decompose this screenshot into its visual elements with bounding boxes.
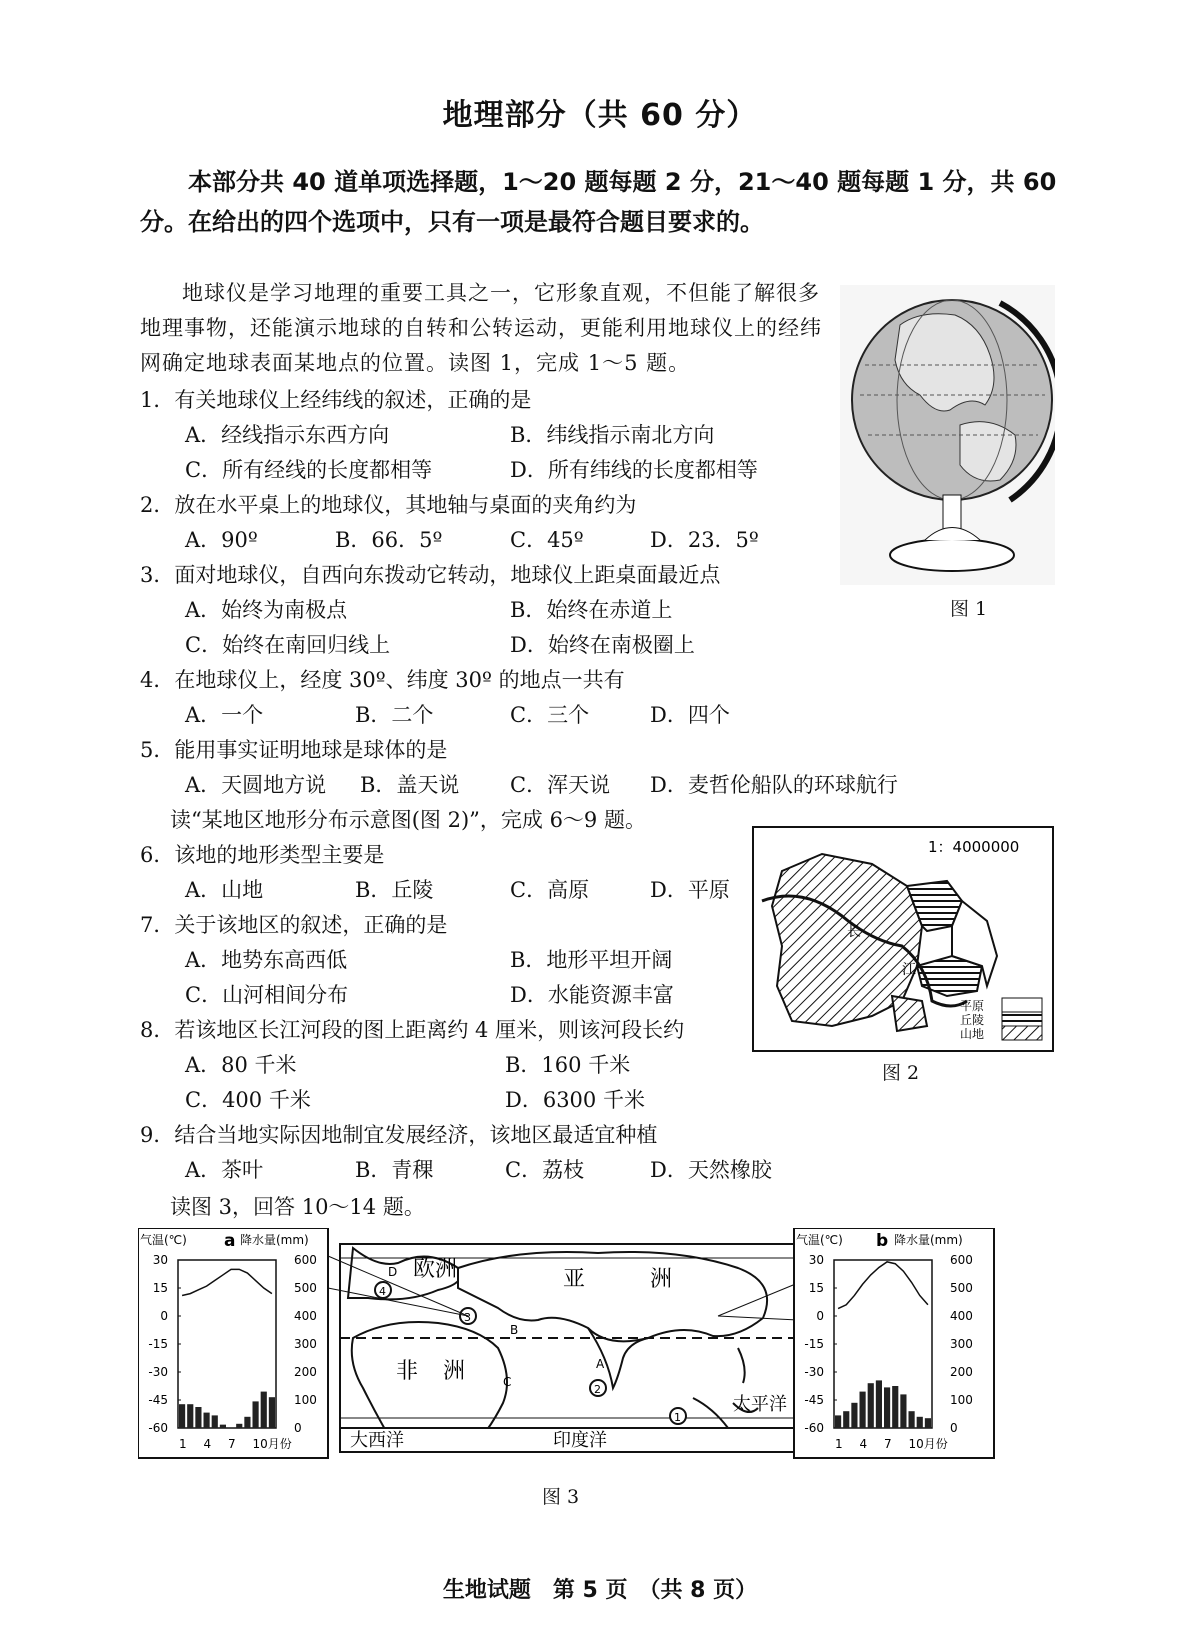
label-asia-1: 亚 [563,1267,586,1292]
chart-b-temp-axis-label: 气温(℃) [796,1233,843,1247]
q4-stem: 4．在地球仪上，经度 30º、纬度 30º 的地点一共有 [140,668,625,692]
q2-stem: 2．放在水平桌上的地球仪，其地轴与桌面的夹角约为 [140,493,637,517]
chart-a-precip-bar [228,1427,234,1428]
chart-b-temp-tick: 30 [808,1253,824,1267]
marker-2: 2 [594,1383,601,1396]
chart-a-precip-bar [269,1397,275,1428]
label-pacific: 太平洋 [733,1394,787,1415]
q3-option-b: B．始终在赤道上 [510,598,673,622]
map-scale: 1：4000000 [928,838,1020,856]
chart-b-temp-tick: -60 [804,1421,824,1435]
q8-stem: 8．若该地区长江河段的图上距离约 4 厘米，则该河段长约 [140,1018,685,1042]
q9-option-d: D．天然橡胶 [650,1158,772,1182]
legend-hill-swatch [1002,1012,1042,1026]
chart-b-precip-tick: 600 [950,1253,973,1267]
q7-option-d: D．水能资源丰富 [510,983,674,1007]
q6-stem: 6．该地的地形类型主要是 [140,843,385,867]
q5-option-c: C．浑天说 [510,773,611,797]
q6-option-c: C．高原 [510,878,590,902]
chart-a-precip-bar [204,1413,210,1428]
marker-4: 4 [379,1285,386,1298]
chart-b-precip-bar [892,1386,898,1428]
chart-a-x-tick: 4 [203,1437,212,1451]
chart-b-precip-bar [900,1394,906,1428]
q9-stem: 9．结合当地实际因地制宜发展经济，该地区最适宜种植 [140,1123,658,1147]
chart-a-x-tick: 1 [179,1437,187,1451]
chart-a-precip-tick: 0 [294,1421,302,1435]
chart-a-precip-bar [253,1401,259,1428]
chart-a-precip-bar [244,1417,250,1428]
q8-option-a: A．80 千米 [185,1053,297,1077]
legend-plain-swatch [1002,998,1042,1012]
legend-hill: 丘陵 [960,1013,985,1027]
chart-b-precip-tick: 200 [950,1365,973,1379]
chart-b-precip-bar [851,1403,857,1428]
globe-figure [840,285,1055,585]
q9-option-a: A．茶叶 [185,1158,264,1182]
q4-option-a: A．一个 [185,703,264,727]
chart-b-temp-tick: -30 [804,1365,824,1379]
page-title: 地理部分（共 60 分） [442,98,758,133]
chart-a-precip-tick: 100 [294,1393,317,1407]
chart-b-temp-tick: -45 [804,1393,824,1407]
world-map-figure [138,1228,1198,1468]
chart-a-precip-bar [212,1415,218,1428]
climate-chart-b [794,1228,994,1458]
chart-b-precip-bar [843,1411,849,1428]
q1-option-d: D．所有纬线的长度都相等 [510,458,758,482]
label-point-d: D [388,1265,398,1279]
chart-b-precip-bar [835,1415,841,1428]
q7-option-b: B．地形平坦开阔 [510,948,673,972]
q7-stem: 7．关于该地区的叙述，正确的是 [140,913,448,937]
q8-option-b: B．160 千米 [505,1053,631,1077]
q1-option-a: A．经线指示东西方向 [185,423,390,447]
chart-b-temp-tick: 0 [816,1309,824,1323]
q2-option-c: C．45º [510,528,584,552]
chart-a-x-tick: 7 [228,1437,236,1451]
chart-a-precip-axis-label: 降水量(mm) [240,1233,309,1247]
q9-option-b: B．青稞 [355,1158,434,1182]
chart-a-precip-bar [179,1404,185,1428]
label-europe: 欧洲 [413,1257,458,1282]
chart-a-precip-bar [236,1424,242,1428]
chart-a-temp-tick: 15 [152,1281,168,1295]
q2-option-a: A．90º [185,528,258,552]
chart-b-precip-bar [925,1418,931,1428]
q2-option-d: D．23．5º [650,528,759,552]
chart-a-precip-tick: 600 [294,1253,317,1267]
q5-option-b: B．盖天说 [360,773,460,797]
legend-mountain: 山地 [960,1027,985,1041]
chart-b-precip-tick: 400 [950,1309,973,1323]
chart-b-temp-tick: 15 [808,1281,824,1295]
q9-option-c: C．荔枝 [505,1158,585,1182]
q3-option-d: D．始终在南极圈上 [510,633,695,657]
label-africa-1: 非 [396,1359,419,1384]
river-label-chang: 长 [847,924,861,940]
q4-option-d: D．四个 [650,703,730,727]
read-fig3-prompt: 读图 3，回答 10～14 题。 [170,1195,425,1219]
q7-option-a: A．地势东高西低 [185,948,348,972]
chart-b-x-tick: 7 [884,1437,892,1451]
q5-option-a: A．天圆地方说 [185,773,327,797]
legend-mountain-swatch [1002,1026,1042,1040]
chart-a-temp-tick: 0 [160,1309,168,1323]
chart-a-precip-tick: 300 [294,1337,317,1351]
terrain-map-figure [752,826,1054,1052]
q5-stem: 5．能用事实证明地球是球体的是 [140,738,448,762]
q4-option-c: C．三个 [510,703,590,727]
chart-a-temp-tick: -15 [148,1337,168,1351]
q5-option-d: D．麦哲伦船队的环球航行 [650,773,898,797]
fig3-caption: 图 3 [542,1486,580,1508]
chart-b-x-tick: 4 [859,1437,868,1451]
chart-b-letter: b [876,1231,889,1251]
chart-a-precip-tick: 500 [294,1281,317,1295]
chart-a-temp-tick: -60 [148,1421,168,1435]
chart-a-temp-tick: -45 [148,1393,168,1407]
q8-option-d: D．6300 千米 [505,1088,645,1112]
q3-option-a: A．始终为南极点 [185,598,348,622]
chart-a-x-tick: 10月份 [252,1437,292,1451]
q1-option-c: C．所有经线的长度都相等 [185,458,433,482]
chart-a-temp-tick: -30 [148,1365,168,1379]
chart-a-precip-tick: 200 [294,1365,317,1379]
label-point-b: B [510,1323,519,1337]
fig1-caption: 图 1 [950,598,988,620]
globe-paragraph: 地球仪是学习地理的重要工具之一，它形象直观，不但能了解很多地理事物，还能演示地球的自转和公转运动，更能利用地球仪上的经纬网确定地球表面某地点的位置。读图 1，完成 1～5 题。 [140,281,822,375]
label-point-a: A [596,1357,605,1371]
label-africa-2: 洲 [443,1359,466,1384]
chart-b-precip-bar [909,1411,915,1428]
chart-b-precip-bar [876,1380,882,1428]
page-footer: 生地试题 第 5 页 （共 8 页） [442,1578,758,1603]
label-asia-2: 洲 [650,1267,673,1292]
chart-b-temp-tick: -15 [804,1337,824,1351]
q3-option-c: C．始终在南回归线上 [185,633,391,657]
q8-option-c: C．400 千米 [185,1088,311,1112]
q6-option-b: B．丘陵 [355,878,434,902]
chart-a-precip-bar [187,1404,193,1428]
chart-a-precip-bar [220,1425,226,1428]
marker-1: 1 [674,1411,681,1424]
read-fig2-prompt: 读“某地区地形分布示意图(图 2)”，完成 6～9 题。 [170,808,646,832]
label-point-c: C [503,1375,512,1389]
chart-a-precip-bar [261,1392,267,1428]
climate-chart-a [138,1228,328,1458]
chart-b-precip-bar [917,1417,923,1428]
q1-option-b: B．纬线指示南北方向 [510,423,715,447]
legend-plain: 平原 [960,999,985,1013]
chart-b-precip-bar [868,1383,874,1428]
river-label-jiang: 江 [902,962,916,978]
chart-b-precip-bar [884,1387,890,1428]
chart-b-x-tick: 1 [835,1437,843,1451]
q4-option-b: B．二个 [355,703,434,727]
chart-a-temp-tick: 30 [152,1253,168,1267]
q6-option-a: A．山地 [185,878,264,902]
q2-option-b: B．66．5º [335,528,443,552]
chart-a-temp-axis-label: 气温(℃) [140,1233,187,1247]
q6-option-d: D．平原 [650,878,730,902]
chart-b-x-tick: 10月份 [908,1437,948,1451]
chart-b-precip-axis-label: 降水量(mm) [894,1233,963,1247]
section-instructions: 本部分共 40 道单项选择题，1～20 题每题 2 分，21～40 题每题 1 分，共 60 分。在给出的四个选项中，只有一项是最符合题目要求的。 [140,168,1057,236]
chart-b-precip-tick: 0 [950,1421,958,1435]
chart-a-letter: a [224,1231,236,1251]
chart-b-precip-tick: 500 [950,1281,973,1295]
chart-b-precip-tick: 100 [950,1393,973,1407]
chart-a-precip-bar [195,1407,201,1428]
marker-3: 3 [464,1311,471,1324]
label-indian-ocean: 印度洋 [553,1430,607,1451]
q1-stem: 1．有关地球仪上经纬线的叙述，正确的是 [140,388,532,412]
label-atlantic: 大西洋 [350,1430,404,1451]
q3-stem: 3．面对地球仪，自西向东拨动它转动，地球仪上距桌面最近点 [140,563,721,587]
chart-a-precip-tick: 400 [294,1309,317,1323]
fig2-caption: 图 2 [882,1062,920,1084]
q7-option-c: C．山河相间分布 [185,983,349,1007]
chart-b-precip-tick: 300 [950,1337,973,1351]
chart-b-precip-bar [860,1392,866,1428]
